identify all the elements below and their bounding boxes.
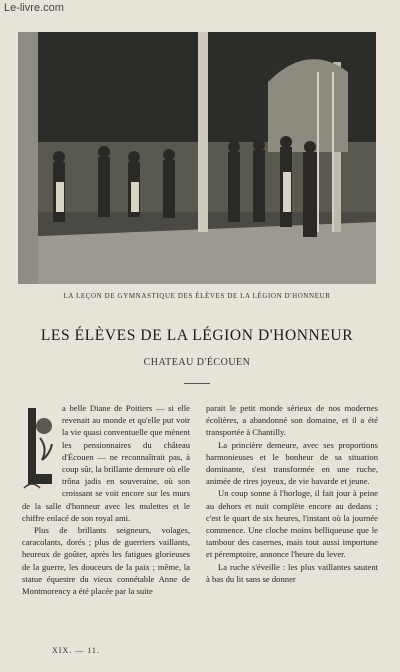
left-paragraph-2: Plus de brillants seigneurs, volages, caracolants, dorés ; plus de guerriers vaillants, heureux de goûter, après les fatigues glorieuses de la guerre, les douceurs de la paix ; même, la statue équestre du vieux connétable Anne de Montmorency a été placée par la suite [22, 525, 190, 597]
right-paragraph-1: parait le petit monde sérieux de nos modernes écolières, a abandonné son domaine, et il a été transportée à Chantilly. [206, 403, 378, 438]
gymnastics-photograph [18, 32, 376, 284]
site-watermark: Le-livre.com [4, 2, 64, 14]
article-subtitle: CHATEAU D'ÉCOUEN [143, 357, 251, 368]
left-column [22, 402, 190, 597]
ornate-dropcap-l [22, 404, 56, 490]
figure-caption: LA LEÇON DE GYMNASTIQUE DES ÉLÈVES DE LA LÉGION D'HONNEUR [63, 292, 331, 300]
article-title: LES ÉLÈVES DE LA LÉGION D'HONNEUR [40, 327, 354, 344]
right-column [206, 402, 378, 585]
right-paragraph-2: La princière demeure, avec ses proportions harmonieuses et le bonheur de sa situation dominante, s'est transformée en une ruche, animée de rires joyeux, de vie bavarde et jeune. [206, 439, 378, 487]
right-paragraph-3: Un coup sonne à l'horloge, il fait jour à peine au dehors et nuit complète encore au dedans ; c'est le quart de six heures, l'instant où la journée commence. Une cloche moins belliqueuse que le tambour des casernes, mais tout aussi importune et péremptoire, annonce l'heure du lever. [206, 488, 378, 560]
page-footer-signature: XIX. — 11. [52, 646, 100, 655]
title-divider [184, 383, 210, 384]
left-paragraph-1: a belle Diane de Poitiers — si elle revenait au monde et qu'elle put voir la vie quasi conventuelle que mènent les pensionnaires du château d'Écouen — ne reconnaîtrait pas, à coup sûr, la brillante demeure où elle trôna jadis en souveraine, où son croissant se voit encore sur les murs de la salle d'honneur avec les mulettes et le chiffre enlacé de son royal ami. [22, 403, 190, 523]
right-paragraph-4: La ruche s'éveille : les plus vaillantes sautent à bas du lit sans se donner [206, 561, 378, 584]
